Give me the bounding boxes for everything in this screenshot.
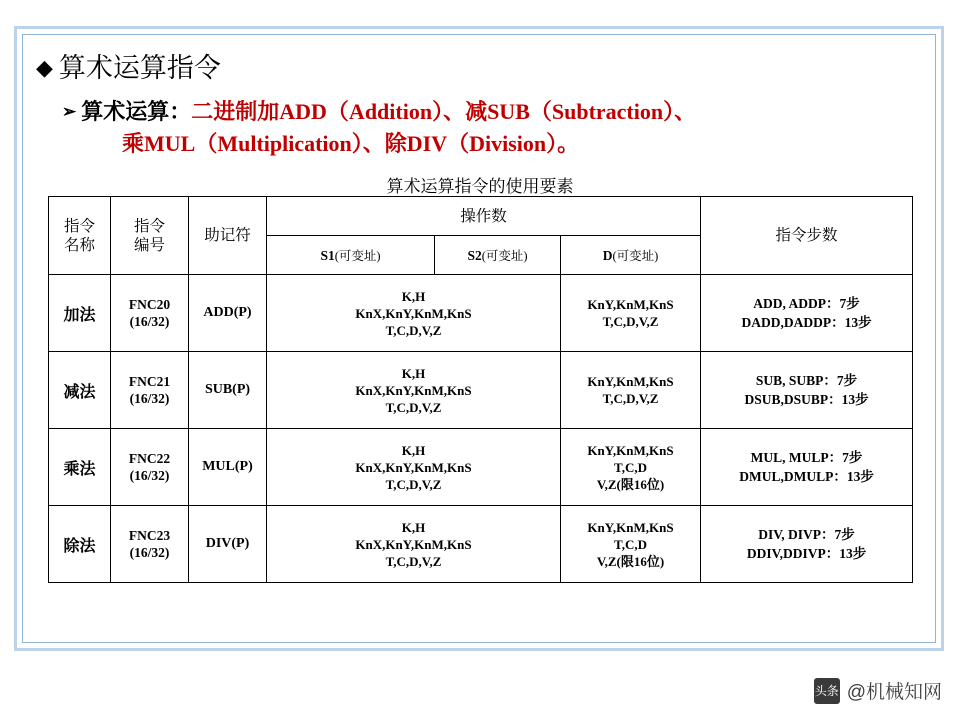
- cell-steps: ADD, ADDP：7步 DADD,DADDP：13步: [701, 275, 913, 352]
- triangle-bullet-icon: ➢: [62, 102, 77, 121]
- watermark: [814, 677, 942, 704]
- subtitle-label: 算术运算：: [81, 99, 192, 124]
- cell-instruction-code: FNC22 (16/32): [111, 429, 189, 506]
- cell-instruction-code: FNC20 (16/32): [111, 275, 189, 352]
- cell-instruction-code: FNC21 (16/32): [111, 352, 189, 429]
- cell-instruction-name: 减法: [49, 352, 111, 429]
- header-operand-s2: S2(可变址): [435, 236, 561, 275]
- cell-steps: DIV, DIVP：7步 DDIV,DDIVP：13步: [701, 506, 913, 583]
- subtitle-emphasis-line2: 乘MUL（Multiplication）、除DIV（Division）。: [122, 131, 580, 156]
- table-caption: 算术运算指令的使用要素: [386, 177, 574, 196]
- cell-operand-d: KnY,KnM,KnS T,C,D,V,Z: [561, 275, 701, 352]
- subtitle-line: [62, 96, 696, 160]
- table-row: [49, 352, 913, 429]
- cell-instruction-name: 乘法: [49, 429, 111, 506]
- toutiao-logo-icon: 头条: [814, 678, 840, 704]
- header-operand-d: D(可变址): [561, 236, 701, 275]
- header-instruction-name: 指令 名称: [49, 197, 111, 275]
- cell-operand-s: K,H KnX,KnY,KnM,KnS T,C,D,V,Z: [267, 429, 561, 506]
- subtitle-emphasis-line1: 二进制加ADD（Addition）、减SUB（Subtraction）、: [191, 99, 697, 124]
- cell-operand-d: KnY,KnM,KnS T,C,D V,Z(限16位): [561, 429, 701, 506]
- header-operand-s1: S1(可变址): [267, 236, 435, 275]
- cell-steps: SUB, SUBP：7步 DSUB,DSUBP：13步: [701, 352, 913, 429]
- cell-operand-d: KnY,KnM,KnS T,C,D,V,Z: [561, 352, 701, 429]
- cell-instruction-name: 除法: [49, 506, 111, 583]
- cell-instruction-code: FNC23 (16/32): [111, 506, 189, 583]
- header-steps: 指令步数: [701, 197, 913, 275]
- watermark-text: @机械知网: [846, 682, 942, 703]
- cell-instruction-name: 加法: [49, 275, 111, 352]
- cell-mnemonic: SUB(P): [189, 352, 267, 429]
- page-title: [36, 46, 221, 85]
- diamond-bullet-icon: ◆: [36, 55, 53, 80]
- instruction-elements-table: [48, 196, 913, 583]
- cell-operand-d: KnY,KnM,KnS T,C,D V,Z(限16位): [561, 506, 701, 583]
- page-title-text: 算术运算指令: [58, 53, 221, 83]
- table-row: [49, 429, 913, 506]
- header-operands: 操作数: [267, 197, 701, 236]
- table-row: [49, 275, 913, 352]
- cell-mnemonic: DIV(P): [189, 506, 267, 583]
- cell-operand-s: K,H KnX,KnY,KnM,KnS T,C,D,V,Z: [267, 275, 561, 352]
- cell-mnemonic: ADD(P): [189, 275, 267, 352]
- cell-steps: MUL, MULP：7步 DMUL,DMULP：13步: [701, 429, 913, 506]
- header-instruction-code: 指令 编号: [111, 197, 189, 275]
- cell-operand-s: K,H KnX,KnY,KnM,KnS T,C,D,V,Z: [267, 352, 561, 429]
- table-header-row-1: [49, 197, 913, 236]
- table-row: [49, 506, 913, 583]
- cell-mnemonic: MUL(P): [189, 429, 267, 506]
- cell-operand-s: K,H KnX,KnY,KnM,KnS T,C,D,V,Z: [267, 506, 561, 583]
- header-mnemonic: 助记符: [189, 197, 267, 275]
